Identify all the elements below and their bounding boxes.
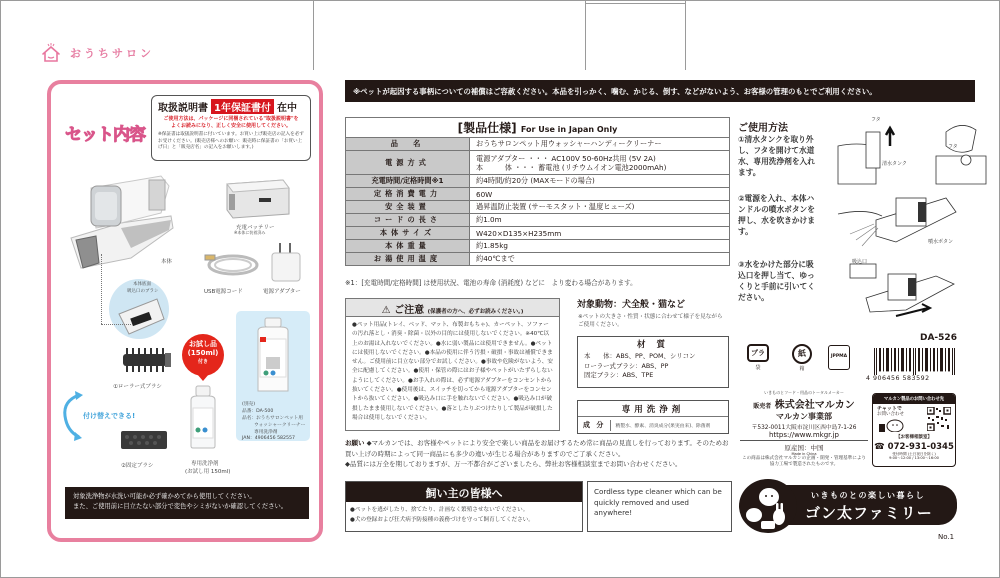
spec-row [346, 253, 730, 266]
material-row: 本 体：ABS、PP、POM、シリコン [584, 352, 696, 360]
separate-caption-4: ウォッシャークリーナー [254, 423, 306, 428]
fold-line-v3 [685, 0, 686, 70]
washability-note-2: また、ご使用前に目立たない部分で変色やシミがないか確認してください。 [73, 503, 288, 510]
gonta-brand-name: ゴン太ファミリー [805, 504, 933, 522]
request-label: お願い [345, 439, 365, 447]
seller-prefix: 販売者 [753, 403, 772, 410]
spec-row [346, 214, 730, 227]
model-number: DA-526 [920, 333, 957, 343]
qr-code[interactable] [927, 407, 951, 431]
spec-key: お湯使用温度 [346, 253, 470, 266]
usage-title: ご使用方法 [738, 123, 788, 134]
contact-hours-2: 9:00～12:00 / 13:00～16:00 [889, 456, 939, 461]
phone-number: 072-931-0345 [887, 441, 954, 452]
brand-name: おうちサロン [70, 47, 154, 60]
warning-icon: ⚠ [381, 305, 391, 316]
detergent-ingredients: 精製水、酵素、消臭成分(果実由来)、除菌剤 [615, 424, 711, 429]
gonta-family-logo [745, 485, 957, 525]
target-animal-note: ※ペットの大きさ・性質・状態に合わせて様子を見ながらご使用ください。 [578, 314, 723, 328]
contact-phone[interactable] [873, 442, 955, 452]
tank-label: 清水タンク [882, 161, 907, 167]
manual-red-note-2: よくお読みになり、正しく安全に使用してください。 [170, 123, 291, 129]
chat-label-1: チャットで [877, 406, 902, 412]
seller-tagline: いきものとフード・用品のトータルメーカー [764, 390, 844, 395]
paper-recycle-icon: 紙 [792, 344, 812, 364]
material-row: 固定ブラシ：ABS、TPE [584, 371, 654, 379]
recycle-paper [792, 344, 812, 372]
contact-hours-1: 受付時間 (土日祝日を除く) [892, 451, 936, 456]
plastic-recycle-icon: プラ [747, 344, 769, 362]
request-line-1: ◆マルカンでは、お客様やペットにより安全で楽しい商品をお届けするため常に商品の見直しを行っております。そのためお買い上げの時期によって同一商品にも多少の違いが生じる場合がありますのでご了承ください。 [345, 439, 729, 458]
detergent-label: 成 分 [578, 420, 611, 431]
paper-label: 箱 [799, 366, 805, 372]
spray-button-label: 噴水ボタン [928, 239, 954, 245]
spec-key: 本体重量 [346, 240, 470, 253]
swap-arrow-icon [59, 391, 85, 441]
roller-brush-image [119, 344, 175, 374]
customer-room-label: 【お客様相談室】 [896, 435, 932, 440]
chat-label-2: お問い合わせ [877, 412, 904, 417]
cordless-tagline: Cordless type cleaner which can be quickly removed and used anywhere! [587, 481, 732, 532]
barcode [872, 348, 956, 375]
spec-row [346, 151, 730, 175]
spec-value: 約40℃まで [470, 253, 730, 266]
manual-notice [151, 95, 311, 161]
seller-url[interactable]: https://www.mkgr.jp [740, 431, 868, 441]
brand-logo [40, 42, 154, 64]
battery-caption: 充電バッテリー [236, 225, 275, 231]
page-number: No.1 [938, 533, 955, 541]
usb-cord-caption: USB電源コード [204, 289, 243, 295]
spec-row [346, 240, 730, 253]
detergent-title: 専用洗浄剤 [578, 401, 728, 417]
manual-suffix: 在中 [276, 103, 297, 114]
fold-line-top [0, 0, 1000, 1]
warranty-badge: 1年保証書付 [211, 99, 274, 114]
separate-caption-6: JAN：4906456 582557 [242, 436, 295, 441]
battery-image [223, 174, 293, 220]
spec-row [346, 138, 730, 151]
trial-bubble-line-1: お試し品 [189, 340, 217, 348]
detergent-box [577, 400, 729, 434]
washability-note-1: 対象洗浄物が水洗い可能か必ず確かめてから使用してください。 [73, 493, 256, 500]
material-box [577, 336, 729, 388]
trial-bubble-line-3: 付き [197, 359, 208, 365]
trial-bubble [182, 334, 224, 376]
usage-step-3: ③水をかけた部分に吸込口を押し当て、ゆっくりと手前に引いてください。 [738, 260, 815, 302]
spec-table [345, 117, 730, 266]
bottom-brush-caption-2: 吸込口のブラシ [127, 289, 159, 294]
owners-box [345, 481, 583, 532]
inlet-label: 吸込口 [852, 259, 868, 265]
mascot-animals-icon [739, 479, 797, 533]
jppma-mark [828, 345, 850, 370]
lid-label: フタ [871, 117, 881, 123]
separate-caption-1: (別売) [242, 402, 256, 407]
contact-header: マルカン製品のお問い合わせ先 [873, 394, 955, 404]
caution-header [346, 299, 559, 317]
spec-value: 約4時間/約20分 (MAXモードの場合) [470, 175, 730, 188]
spec-key: 電源方式 [346, 151, 470, 175]
spec-value: 過昇温防止装置 (サーモスタット・温度ヒューズ) [470, 201, 730, 214]
spec-key: 品 名 [346, 138, 470, 151]
set-contents-panel [47, 80, 323, 542]
phone-icon: ☎ [874, 441, 885, 452]
trial-bottle-image [185, 384, 221, 450]
gonta-tagline: いきものとの楽しい暮らし [811, 491, 925, 500]
step3-suction-illustration [836, 258, 966, 318]
trial-detergent-caption-2: (お試し用 150ml) [185, 469, 231, 475]
manufacturing-note: この商品は株式会社マルカンの企画・開発・管理基準により協力工場で製造されたものです。 [741, 456, 867, 467]
owners-line-2: ●犬の登録および狂犬病予防接種の義務づけを守って飼育してください。 [350, 517, 534, 523]
manual-label: 取扱説明書 [158, 103, 208, 114]
spec-value [470, 151, 730, 175]
spec-value: 約1.85kg [470, 240, 730, 253]
country-of-origin: 原産国：中国 [784, 444, 824, 452]
separate-bottle-panel [236, 311, 310, 441]
contact-box [872, 393, 956, 467]
fold-line-left [0, 0, 1, 578]
owners-title: 飼い主の皆様へ [346, 482, 582, 502]
target-animal: 対象動物：犬全般・猫など [577, 300, 686, 310]
set-contents-title: セット内容 [65, 125, 145, 145]
dog-mascot-icon [877, 418, 907, 432]
seller-address: 〒532-0011大阪市淀川区西中島7-1-26 [751, 425, 857, 431]
body-caption: 本体 [161, 259, 173, 265]
fold-line-v2 [585, 0, 586, 70]
fold-line-step [585, 3, 685, 4]
spec-row [346, 188, 730, 201]
spec-value: おうちサロンペット用ウォッシャーハンディークリーナー [470, 138, 730, 151]
seller-info [740, 390, 868, 468]
caution-box [345, 298, 560, 431]
fold-line-v1 [313, 0, 314, 70]
caution-body: ●ペット用品(トレイ、ベッド、マット、布製おもちゃ)、カーペット、ソファーの汚れ落とし・消臭・除菌・以外の目的には使用しないでください。※40℃以上のお湯は入れないでください。●水に弱い製品には使用できません。●ペットには使用しないでください。●本品の使用に伴う汚損・破損・事故は補償できません。ご使用前に目立ない部分でお試しください。●事故や危険がないよう、安全に配慮してください。●使用・保管の際にはお子様やペットがいたずらしないようにしてください。●お手入れの際は、必ず電源アダプターをコンセントから抜いてください。●使用後は、スイッチを切ってから電源アダプターをコンセントから抜いてください。●吸込み口に手を触れないでください。●吸込み口が破損したまま使用しないでください。●落としたりぶつけたりして製品が破損した場合は使用しないでください。 [352, 322, 553, 421]
spec-value-line-1: 電源アダプター ・・・ AC100V 50-60Hz共用 (5V 2A) [476, 153, 656, 163]
manual-red-note-1: ご使用方法は、パッケージに同梱されている"取扱説明書"を [163, 116, 299, 122]
pet-liability-notice: ※ペットが起因する事柄についての補償はご容赦ください。本品を引っかく、噛む、かじる、倒す、などがないよう、お客様の管理のもとでご利用ください。 [345, 80, 975, 102]
trial-bubble-tip [197, 374, 209, 381]
spec-value: 約1.0m [470, 214, 730, 227]
usage-step-2: ②電源を入れ、本体ハンドルの噴水ボタンを押し、水を吹きかけます。 [738, 194, 815, 236]
seller-company: 株式会社マルカン [774, 400, 855, 411]
usb-cord-image [201, 249, 261, 279]
spec-row [346, 175, 730, 188]
usage-step-1: ①清水タンクを取り外し、フタを開けて水道水、専用洗浄剤を入れます。 [738, 135, 815, 177]
fixed-brush-caption: ②固定ブラシ [121, 463, 154, 469]
spec-title-en: For Use in Japan Only [520, 125, 618, 134]
separate-caption-3: 品名：おうちサロンペット用 [242, 416, 303, 421]
spec-key: 安全装置 [346, 201, 470, 214]
recycle-plastic [747, 344, 769, 371]
separate-caption-5: 専用洗浄剤 [254, 430, 278, 435]
plastic-label: 袋 [755, 365, 761, 371]
dotted-guide [101, 254, 102, 324]
request-note [345, 438, 735, 470]
caution-subtitle: (保護者の方へ、必ずお読みください。) [427, 309, 524, 315]
separate-bottle-image [252, 317, 294, 393]
spec-value: 60W [470, 188, 730, 201]
made-in: Made in China [791, 452, 817, 456]
adapter-caption: 電源アダプター [263, 289, 301, 295]
separate-caption-2: 品番：DA-500 [242, 409, 274, 414]
washability-note [65, 487, 309, 519]
spec-title [346, 118, 730, 138]
adapter-image [269, 241, 303, 283]
swap-label: 付け替えできる! [83, 412, 136, 420]
lid-label-2: フタ [948, 144, 958, 150]
bottom-brush-caption-1: 本体底面 [133, 282, 151, 287]
roller-brush-caption: ①ローラー式ブラシ [113, 384, 162, 390]
spec-key: 本体サイズ [346, 227, 470, 240]
material-row: ローラー式ブラシ：ABS、PP [584, 362, 669, 370]
trial-detergent-caption-1: 専用洗浄剤 [191, 461, 219, 467]
spec-row [346, 227, 730, 240]
spec-key: 定格消費電力 [346, 188, 470, 201]
battery-note: ※本体に装着済み [234, 230, 266, 235]
trial-bubble-line-2: (150ml) [187, 349, 219, 357]
jppma-label: JPPMA [830, 354, 848, 359]
spec-value-line-2: 本 体 ・・・ 蓄電池 (リチウムイオン電池2000mAh) [476, 162, 667, 172]
spec-key: コードの長さ [346, 214, 470, 227]
spec-key: 充電時間/定格時間※1 [346, 175, 470, 188]
seller-dept: マルカン事業部 [776, 412, 832, 421]
spec-row [346, 201, 730, 214]
manual-warranty-note: ※保証書は取扱説明書に付いています。お買い上げ販売店の記入を必ずお受けください。(販売店様へのお願い：販売時に保証書の「お買い上げ日」と「販売店名」の記入をお願いします。) [158, 132, 304, 150]
request-line-2: ◆品質には万全を期しておりますが、万一不都合がございましたら、弊社お客様相談室までお問い合わせください。 [345, 460, 682, 468]
owners-line-1: ●ペットを逃がしたり、捨てたり、計画なく繁殖させないでください。 [350, 507, 529, 513]
fixed-brush-image [117, 427, 173, 453]
spec-value: W420×D135×H235mm [470, 227, 730, 240]
material-title: 材 質 [637, 340, 669, 350]
caution-title: ご注意 [394, 305, 425, 316]
dotted-guide-h [101, 324, 131, 325]
step1-tank-illustration [836, 116, 998, 188]
barcode-number: 4 906456 583592 [866, 375, 930, 382]
spec-title-jp: [製品仕様] [457, 121, 517, 135]
spec-footnote: ※1：[充電時間/定格時間] は使用状況、電池の寿命 (消耗度) などに より変わる場合があります。 [345, 279, 637, 287]
house-face-icon [40, 42, 62, 64]
